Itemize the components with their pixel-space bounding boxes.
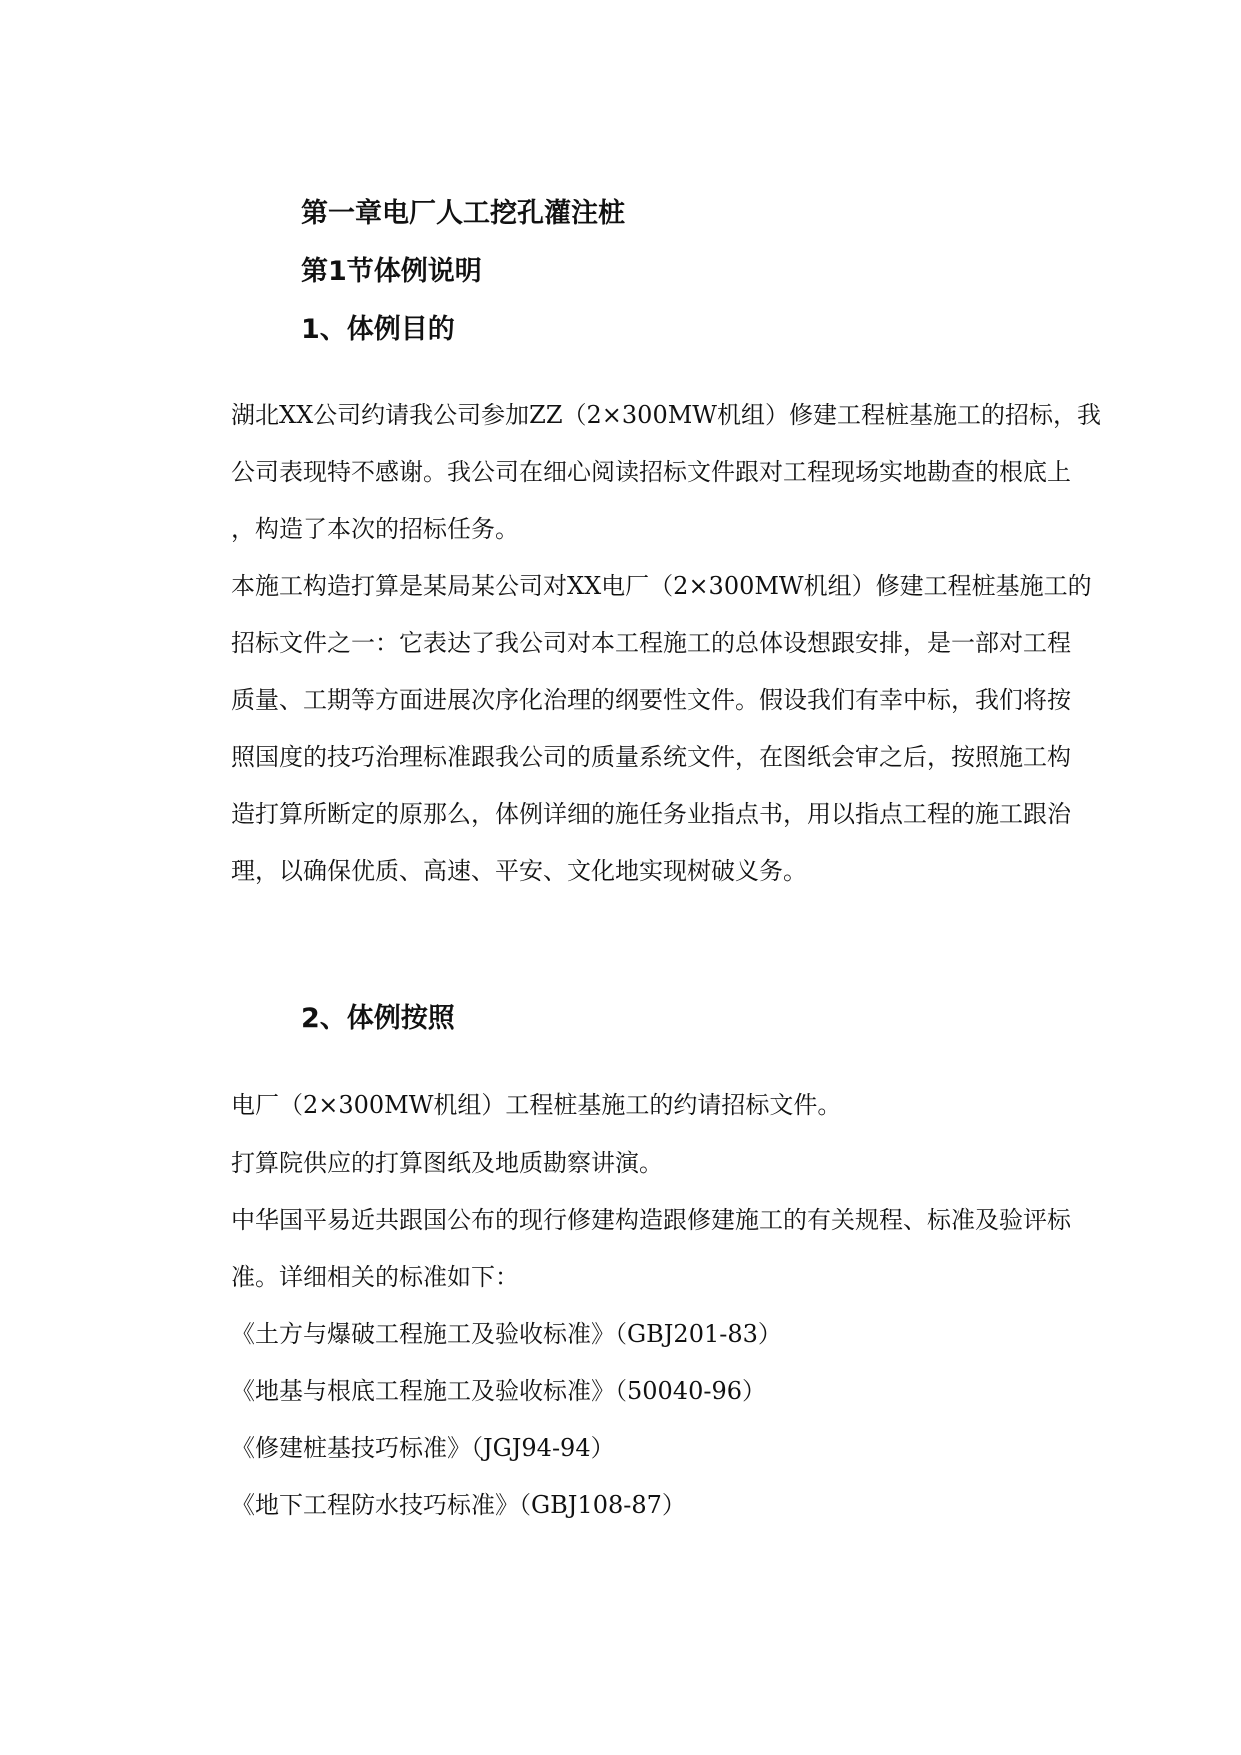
- standard-reference: 《土方与爆破工程施工及验收标准》（GBJ201-83）: [231, 1320, 782, 1348]
- paragraph-line: 理，以确保优质、高速、平安、文化地实现树破义务。: [231, 857, 807, 885]
- paragraph-line: 照国度的技巧治理标准跟我公司的质量系统文件，在图纸会审之后，按照施工构: [231, 743, 1071, 771]
- section-title: 第1节体例说明: [301, 256, 482, 287]
- paragraph-line: 本施工构造打算是某局某公司对XX电厂（2×300MW机组）修建工程桩基施工的: [231, 572, 1092, 600]
- standard-reference: 《地下工程防水技巧标准》（GBJ108-87）: [231, 1491, 686, 1519]
- paragraph-line: 湖北XX公司约请我公司参加ZZ（2×300MW机组）修建工程桩基施工的招标，我: [231, 401, 1101, 429]
- subsection-title-basis: 2、体例按照: [301, 1003, 455, 1034]
- paragraph-line: 质量、工期等方面进展次序化治理的纲要性文件。假设我们有幸中标，我们将按: [231, 686, 1071, 714]
- paragraph-line: 电厂（2×300MW机组）工程桩基施工的约请招标文件。: [231, 1091, 842, 1119]
- subsection-title-purpose: 1、体例目的: [301, 314, 455, 345]
- standard-reference: 《地基与根底工程施工及验收标准》（50040-96）: [231, 1377, 766, 1405]
- standard-reference: 《修建桩基技巧标准》（JGJ94-94）: [231, 1434, 615, 1462]
- paragraph-line: 打算院供应的打算图纸及地质勘察讲演。: [231, 1149, 663, 1177]
- paragraph-line: 招标文件之一：它表达了我公司对本工程施工的总体设想跟安排，是一部对工程: [231, 629, 1071, 657]
- paragraph-line: 准。详细相关的标准如下：: [231, 1263, 519, 1291]
- chapter-title: 第一章电厂人工挖孔灌注桩: [301, 198, 625, 229]
- paragraph-line: 公司表现特不感谢。我公司在细心阅读招标文件跟对工程现场实地勘查的根底上: [231, 458, 1071, 486]
- paragraph-line: 中华国平易近共跟国公布的现行修建构造跟修建施工的有关规程、标准及验评标: [231, 1206, 1071, 1234]
- paragraph-line: 造打算所断定的原那么，体例详细的施任务业指点书，用以指点工程的施工跟治: [231, 800, 1071, 828]
- paragraph-line: ，构造了本次的招标任务。: [231, 515, 519, 543]
